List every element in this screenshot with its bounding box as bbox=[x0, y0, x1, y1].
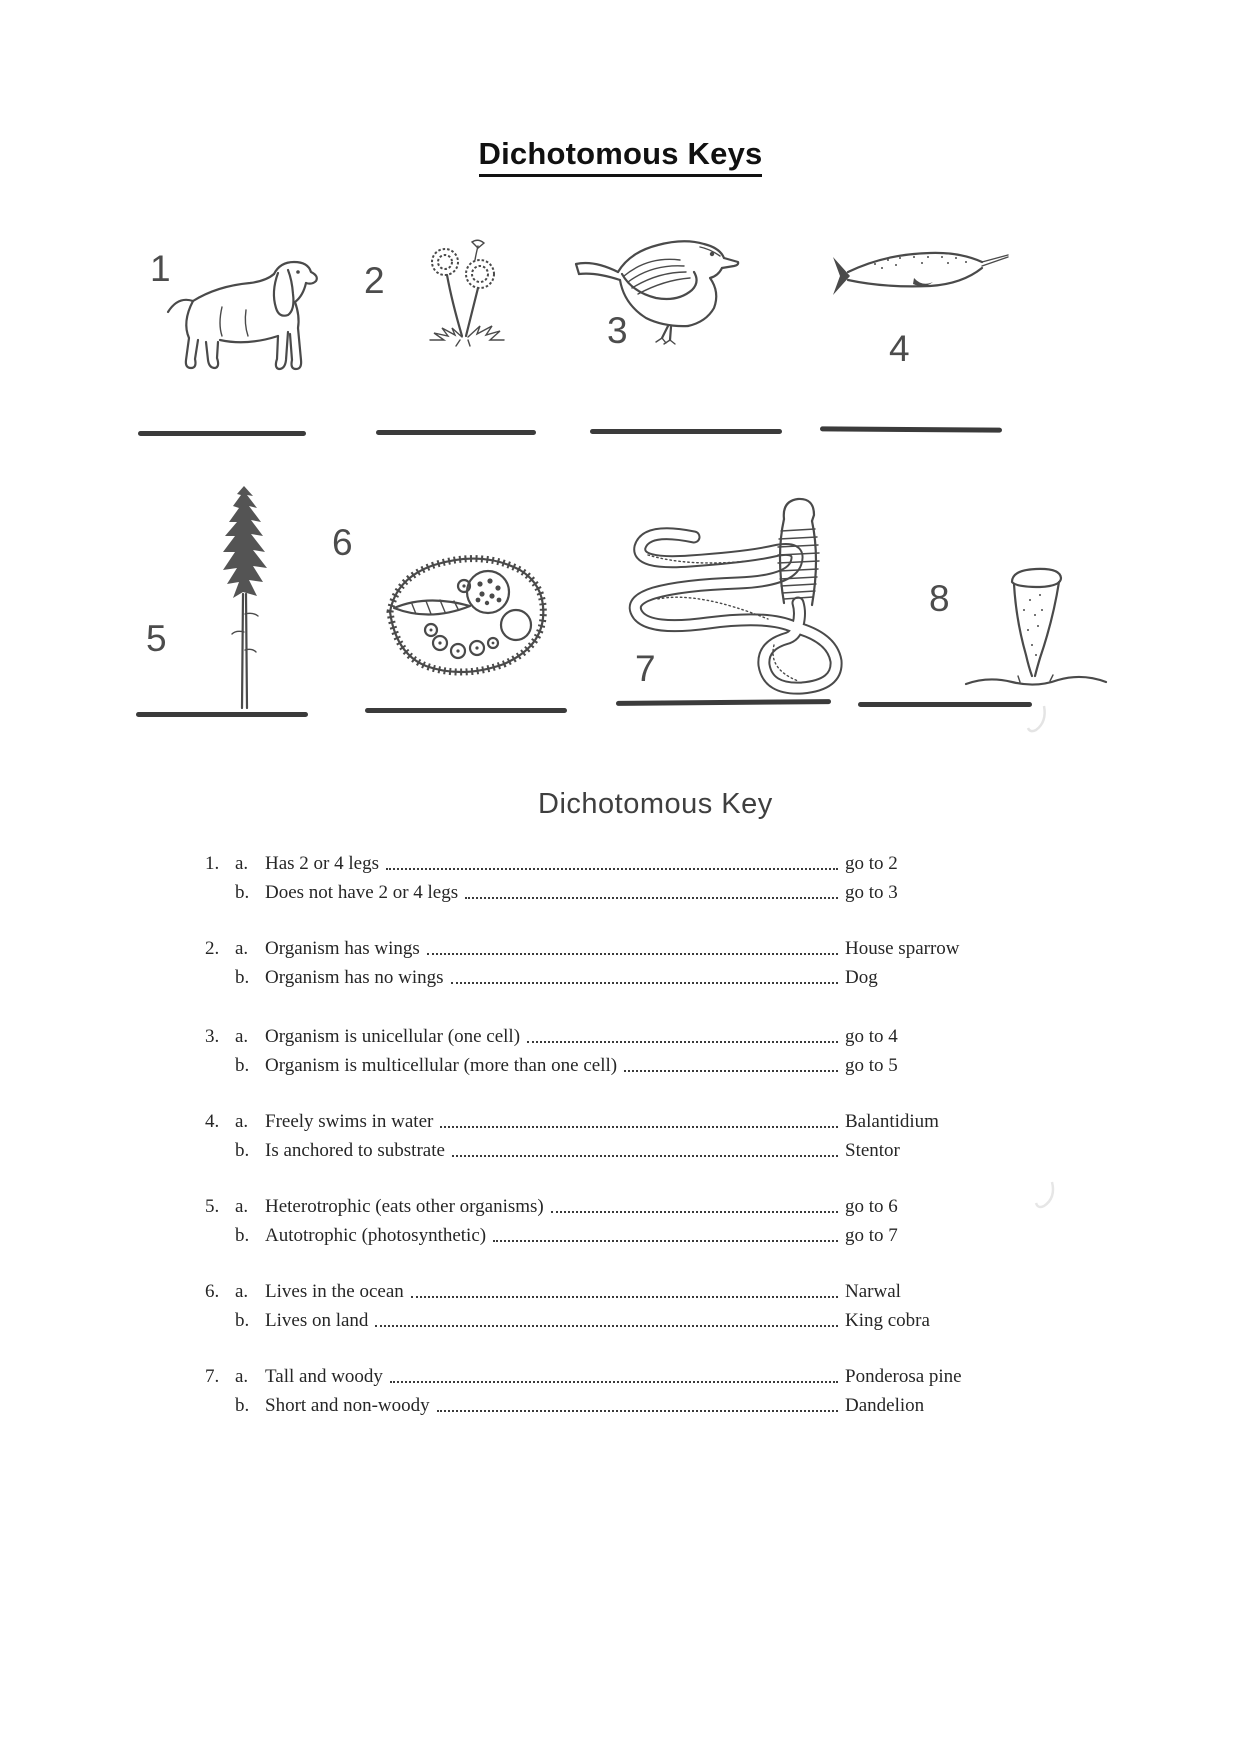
scan-artifact bbox=[1024, 704, 1050, 734]
choice-text: Short and non-woody bbox=[265, 1395, 430, 1416]
choice-result: go to 6 bbox=[845, 1196, 898, 1217]
item-number: 5. bbox=[205, 1196, 220, 1217]
choice-result: go to 2 bbox=[845, 853, 898, 874]
choice-text: Autotrophic (photosynthetic) bbox=[265, 1225, 487, 1246]
dot-leader bbox=[624, 1070, 838, 1072]
choice-text: Organism has no wings bbox=[265, 967, 444, 988]
house-sparrow-illustration bbox=[572, 232, 752, 352]
stentor-illustration bbox=[960, 560, 1110, 700]
choice-result: House sparrow bbox=[845, 938, 960, 959]
choice-text: Organism is multicellular (more than one cell) bbox=[265, 1055, 618, 1076]
key-item-3 bbox=[205, 1019, 995, 1077]
choice-result: go to 7 bbox=[845, 1225, 898, 1246]
choice-result: go to 4 bbox=[845, 1026, 898, 1047]
key-line-7a bbox=[205, 1359, 995, 1388]
dot-leader bbox=[452, 1155, 838, 1157]
dot-leader bbox=[411, 1296, 838, 1298]
answer-blank-8 bbox=[858, 702, 1032, 707]
choice-result: Dog bbox=[845, 967, 878, 988]
key-heading: Dichotomous Key bbox=[538, 788, 773, 820]
choice-label: a. bbox=[235, 1026, 249, 1047]
figure-8-number: 8 bbox=[929, 578, 950, 619]
choice-label: b. bbox=[235, 882, 250, 903]
dog-illustration bbox=[162, 252, 332, 392]
key-item-5 bbox=[205, 1189, 995, 1247]
choice-text: Heterotrophic (eats other organisms) bbox=[265, 1196, 544, 1217]
dot-leader bbox=[451, 982, 838, 984]
answer-blank-3 bbox=[590, 429, 782, 434]
choice-label: a. bbox=[235, 1366, 249, 1387]
balantidium-illustration bbox=[382, 548, 552, 683]
choice-label: a. bbox=[235, 1281, 249, 1302]
dot-leader bbox=[427, 953, 838, 955]
figure-2-number: 2 bbox=[364, 260, 385, 301]
scan-artifact bbox=[1032, 1180, 1058, 1210]
answer-blank-6 bbox=[365, 708, 567, 713]
key-line-5a bbox=[205, 1189, 995, 1218]
ponderosa-pine-illustration bbox=[205, 482, 285, 710]
figure-7-number: 7 bbox=[635, 648, 656, 689]
key-line-4a bbox=[205, 1104, 995, 1133]
answer-blank-4 bbox=[820, 426, 1002, 432]
dot-leader bbox=[437, 1410, 838, 1412]
choice-result: go to 3 bbox=[845, 882, 898, 903]
choice-label: a. bbox=[235, 1196, 249, 1217]
dot-leader bbox=[527, 1041, 838, 1043]
dot-leader bbox=[493, 1240, 838, 1242]
key-line-3a bbox=[205, 1019, 995, 1048]
key-line-2a bbox=[205, 931, 995, 960]
figure-5-number: 5 bbox=[146, 618, 167, 659]
item-number: 3. bbox=[205, 1026, 220, 1047]
choice-result: King cobra bbox=[845, 1310, 930, 1331]
choice-label: b. bbox=[235, 1310, 250, 1331]
answer-blank-1 bbox=[138, 431, 306, 436]
dot-leader bbox=[551, 1211, 838, 1213]
choice-label: b. bbox=[235, 1055, 250, 1076]
choice-label: a. bbox=[235, 1111, 249, 1132]
choice-result: Ponderosa pine bbox=[845, 1366, 962, 1387]
choice-text: Does not have 2 or 4 legs bbox=[265, 882, 459, 903]
choice-label: b. bbox=[235, 1395, 250, 1416]
key-item-4 bbox=[205, 1104, 995, 1162]
key-line-3b bbox=[205, 1048, 995, 1077]
choice-text: Lives in the ocean bbox=[265, 1281, 404, 1302]
choice-label: a. bbox=[235, 853, 249, 874]
key-line-1a bbox=[205, 846, 995, 875]
page-title: Dichotomous Keys bbox=[479, 136, 763, 177]
king-cobra-illustration bbox=[598, 485, 888, 700]
choice-text: Lives on land bbox=[265, 1310, 369, 1331]
key-item-6 bbox=[205, 1274, 995, 1332]
item-number: 2. bbox=[205, 938, 220, 959]
choice-result: Stentor bbox=[845, 1140, 900, 1161]
item-number: 6. bbox=[205, 1281, 220, 1302]
item-number: 7. bbox=[205, 1366, 220, 1387]
choice-label: a. bbox=[235, 938, 249, 959]
dot-leader bbox=[390, 1381, 838, 1383]
answer-blank-2 bbox=[376, 430, 536, 435]
key-item-1 bbox=[205, 846, 995, 904]
choice-text: Organism is unicellular (one cell) bbox=[265, 1026, 521, 1047]
answer-blank-5 bbox=[136, 712, 308, 717]
dot-leader bbox=[465, 897, 838, 899]
dot-leader bbox=[375, 1325, 838, 1327]
key-item-2 bbox=[205, 931, 995, 989]
figure-3-number: 3 bbox=[607, 310, 628, 351]
key-line-5b bbox=[205, 1218, 995, 1247]
key-line-1b bbox=[205, 875, 995, 904]
item-number: 4. bbox=[205, 1111, 220, 1132]
choice-text: Is anchored to substrate bbox=[265, 1140, 445, 1161]
choice-text: Has 2 or 4 legs bbox=[265, 853, 379, 874]
key-line-6b bbox=[205, 1303, 995, 1332]
dandelion-illustration bbox=[420, 236, 515, 348]
answer-blank-7 bbox=[616, 699, 831, 705]
figure-1-number: 1 bbox=[150, 248, 171, 289]
choice-text: Freely swims in water bbox=[265, 1111, 434, 1132]
choice-result: Dandelion bbox=[845, 1395, 925, 1416]
title-row bbox=[0, 136, 1241, 177]
key-line-2b bbox=[205, 960, 995, 989]
item-number: 1. bbox=[205, 853, 220, 874]
dot-leader bbox=[440, 1126, 838, 1128]
key-line-7b bbox=[205, 1388, 995, 1417]
choice-text: Organism has wings bbox=[265, 938, 420, 959]
choice-text: Tall and woody bbox=[265, 1366, 383, 1387]
choice-label: b. bbox=[235, 967, 250, 988]
choice-label: b. bbox=[235, 1225, 250, 1246]
choice-result: Narwal bbox=[845, 1281, 901, 1302]
dot-leader bbox=[386, 868, 838, 870]
key-item-7 bbox=[205, 1359, 995, 1417]
choice-label: b. bbox=[235, 1140, 250, 1161]
key-line-6a bbox=[205, 1274, 995, 1303]
key-line-4b bbox=[205, 1133, 995, 1162]
choice-result: go to 5 bbox=[845, 1055, 898, 1076]
figure-4-number: 4 bbox=[889, 328, 910, 369]
narwhal-illustration bbox=[830, 242, 1010, 312]
figure-6-number: 6 bbox=[332, 522, 353, 563]
choice-result: Balantidium bbox=[845, 1111, 939, 1132]
